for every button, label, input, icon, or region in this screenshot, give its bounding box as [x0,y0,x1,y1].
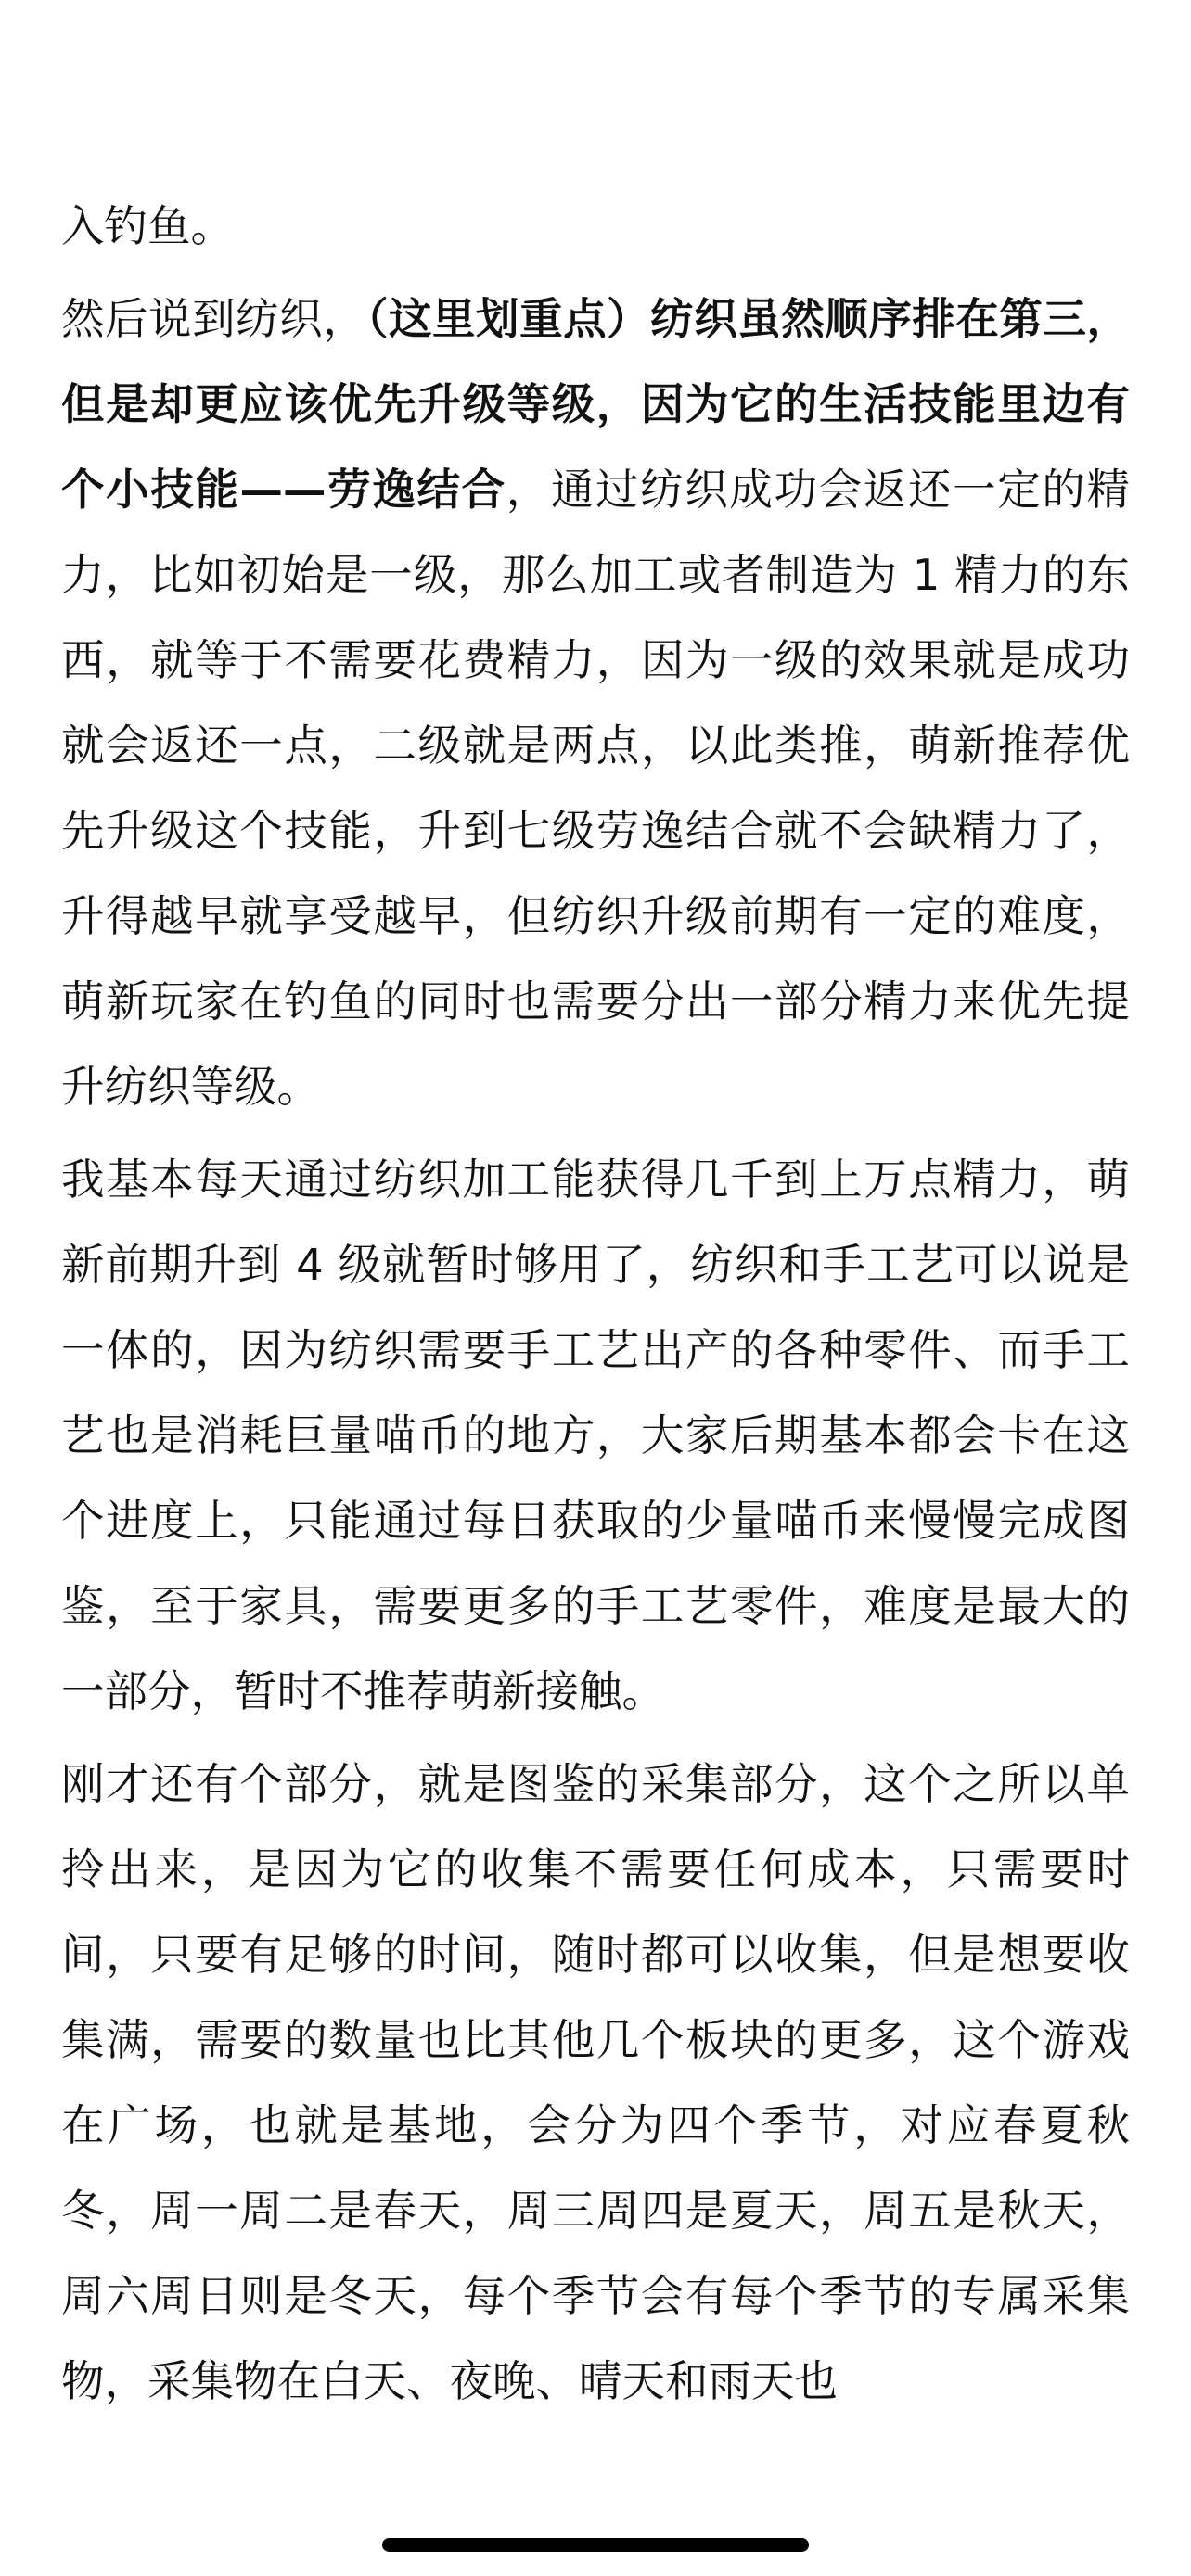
paragraph-gathering [61,1741,1130,2424]
paragraph-text: 然后说到纺织， [61,294,367,344]
paragraph-text: 刚才还有个部分，就是图鉴的采集部分，这个之所以单拎出来，是因为它的收集不需要任何成本，只需要时间，只要有足够的时间，随时都可以收集，但是想要收集满，需要的数量也比其他几个板块的更多，这个游戏在广场，也就是基地，会分为四个季节，对应春夏秋冬，周一周二是春天，周三周四是夏天，周五是秋天，周六周日则是冬天，每个季节会有每个季节的专属采集物，采集物在白天、夜晚、晴天和雨天也 [61,1759,1130,2406]
paragraph-weaving [61,276,1130,1129]
paragraph-text: 入钓鱼。 [61,201,234,251]
paragraph-text: 我基本每天通过纺织加工能获得几千到上万点精力，萌新前期升到 4 级就暂时够用了，纺织和手工艺可以说是一体的，因为纺织需要手工艺出产的各种零件、而手工艺也是消耗巨量喵币的地方，大家后期基本都会卡在这个进度上，只能通过每日获取的少量喵币来慢慢完成图鉴，至于家具，需要更多的手工艺零件，难度是最大的一部分，暂时不推荐萌新接触。 [61,1154,1130,1716]
article-body [61,184,1130,2431]
paragraph-energy [61,1137,1130,1734]
paragraph-text: ，通过纺织成功会返还一定的精力，比如初始是一级，那么加工或者制造为 1 精力的东西，就等于不需要花费精力，因为一级的效果就是成功就会返还一点，二级就是两点，以此类推，萌新推荐优先升级这个技能，升到七级劳逸结合就不会缺精力了，升得越早就享受越早，但纺织升级前期有一定的难度，萌新玩家在钓鱼的同时也需要分出一部分精力来优先提升纺织等级。 [61,465,1131,1112]
paragraph-fishing-end [61,184,1130,269]
emphasis-text: （这里划重点）纺织虽然顺序排在第三，但是却更应该优先升级等级，因为它的生活技能里边有个小技能——劳逸结合 [61,294,1130,515]
home-indicator[interactable] [382,2538,809,2552]
